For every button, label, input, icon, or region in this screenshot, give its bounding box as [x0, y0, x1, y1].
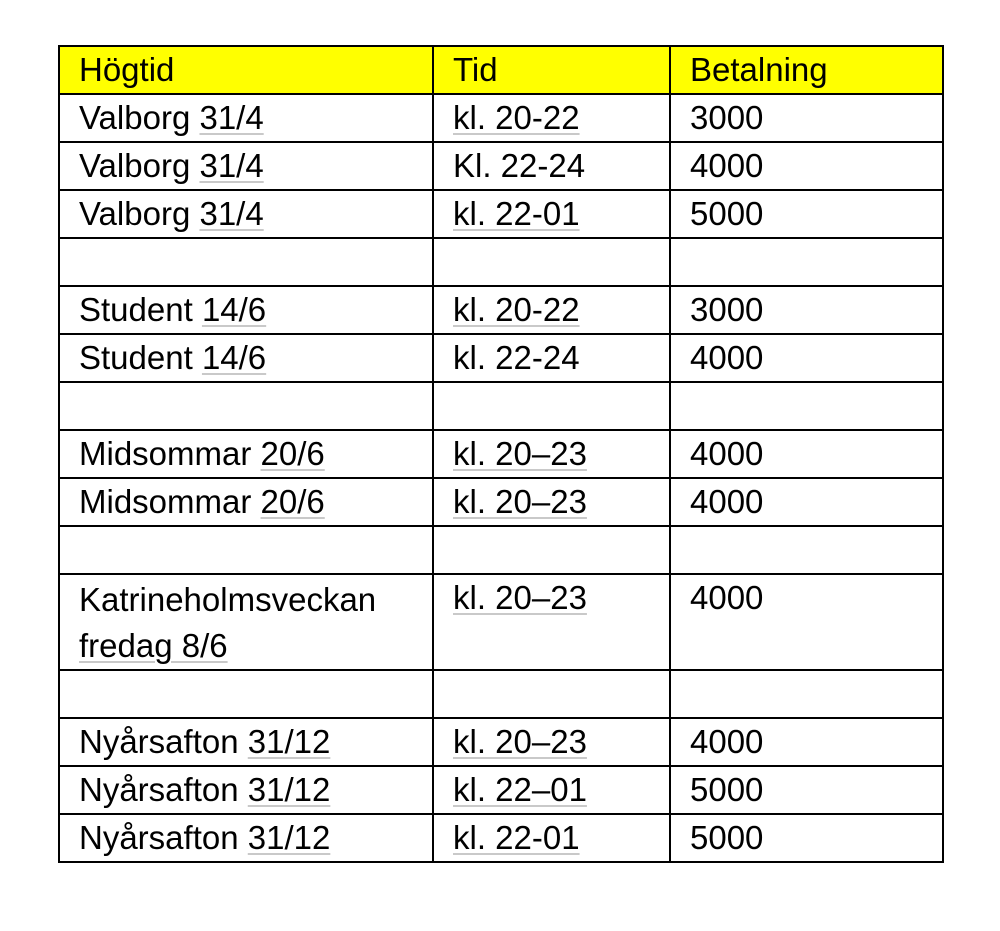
event-date: 31/12 — [247, 819, 331, 856]
cell-hogtid — [59, 526, 433, 574]
cell-tid — [433, 142, 670, 190]
event-name: Student — [79, 339, 193, 376]
time-value: kl. 20–23 — [453, 723, 587, 760]
time-value: kl. 22-24 — [453, 339, 580, 376]
cell-betalning — [670, 334, 943, 382]
cell-tid — [433, 238, 670, 286]
time-value: kl. 20–23 — [453, 483, 587, 520]
payment-value: 5000 — [690, 819, 764, 856]
cell-betalning — [670, 430, 943, 478]
event-date: 31/12 — [247, 771, 331, 808]
cell-tid — [433, 670, 670, 718]
event-date: 14/6 — [201, 291, 267, 328]
header-hogtid: Högtid — [59, 46, 433, 94]
cell-betalning — [670, 718, 943, 766]
event-name: Katrineholmsveckan — [79, 581, 377, 618]
event-date: 31/4 — [199, 147, 264, 184]
payment-value: 5000 — [690, 195, 764, 232]
time-value: kl. 22-01 — [453, 195, 580, 232]
event-date: 20/6 — [260, 483, 325, 520]
cell-betalning — [670, 190, 943, 238]
cell-tid — [433, 478, 670, 526]
payment-value: 4000 — [690, 147, 764, 184]
time-value: kl. 20–23 — [453, 579, 587, 616]
table-row — [59, 478, 943, 526]
time-value: kl. 22-01 — [453, 819, 580, 856]
table-row — [59, 142, 943, 190]
table-row — [59, 430, 943, 478]
cell-tid — [433, 430, 670, 478]
cell-tid — [433, 382, 670, 430]
event-date: 31/4 — [199, 195, 264, 232]
payment-value: 3000 — [690, 291, 764, 328]
table-row — [59, 814, 943, 862]
cell-tid — [433, 718, 670, 766]
payment-value: 5000 — [690, 771, 764, 808]
cell-betalning — [670, 766, 943, 814]
table-row — [59, 766, 943, 814]
event-name: Nyårsafton — [79, 771, 239, 808]
time-value: kl. 20–23 — [453, 435, 587, 472]
schedule-table — [58, 45, 944, 863]
time-value: kl. 20-22 — [453, 99, 580, 136]
cell-betalning — [670, 814, 943, 862]
cell-betalning — [670, 94, 943, 142]
event-name: Valborg — [79, 99, 191, 136]
payment-value: 4000 — [690, 339, 764, 376]
payment-value: 4000 — [690, 579, 764, 616]
event-name: Valborg — [79, 195, 191, 232]
cell-tid — [433, 814, 670, 862]
cell-hogtid — [59, 766, 433, 814]
cell-tid — [433, 190, 670, 238]
table-row — [59, 574, 943, 670]
time-value: kl. 20-22 — [453, 291, 580, 328]
cell-hogtid — [59, 334, 433, 382]
payment-value: 4000 — [690, 483, 764, 520]
cell-hogtid — [59, 718, 433, 766]
cell-hogtid — [59, 574, 433, 670]
time-value: kl. 22–01 — [453, 771, 587, 808]
cell-hogtid — [59, 94, 433, 142]
header-betalning: Betalning — [670, 46, 943, 94]
cell-tid — [433, 574, 670, 670]
payment-value: 4000 — [690, 435, 764, 472]
cell-betalning — [670, 526, 943, 574]
event-name: Nyårsafton — [79, 723, 239, 760]
cell-tid — [433, 286, 670, 334]
event-date: 31/12 — [247, 723, 331, 760]
event-name: Student — [79, 291, 193, 328]
payment-value: 4000 — [690, 723, 764, 760]
table-row-empty — [59, 382, 943, 430]
event-name: Nyårsafton — [79, 819, 239, 856]
payment-value: 3000 — [690, 99, 764, 136]
cell-betalning — [670, 238, 943, 286]
cell-betalning — [670, 382, 943, 430]
header-row — [59, 46, 943, 94]
cell-betalning — [670, 670, 943, 718]
cell-hogtid — [59, 430, 433, 478]
event-date: fredag 8/6 — [79, 627, 228, 664]
cell-hogtid — [59, 478, 433, 526]
event-date: 31/4 — [199, 99, 264, 136]
cell-betalning — [670, 142, 943, 190]
table-row — [59, 286, 943, 334]
table-header — [59, 46, 943, 94]
table-row — [59, 94, 943, 142]
event-date: 20/6 — [260, 435, 325, 472]
cell-hogtid — [59, 670, 433, 718]
table-row — [59, 334, 943, 382]
cell-hogtid — [59, 190, 433, 238]
event-name: Valborg — [79, 147, 191, 184]
cell-tid — [433, 526, 670, 574]
cell-hogtid — [59, 142, 433, 190]
event-name: Midsommar — [79, 435, 252, 472]
cell-hogtid — [59, 814, 433, 862]
table-body — [59, 94, 943, 862]
cell-betalning — [670, 286, 943, 334]
cell-hogtid — [59, 238, 433, 286]
table-row — [59, 718, 943, 766]
header-tid: Tid — [433, 46, 670, 94]
event-name: Midsommar — [79, 483, 252, 520]
cell-tid — [433, 334, 670, 382]
cell-betalning — [670, 574, 943, 670]
table-row-empty — [59, 670, 943, 718]
cell-hogtid — [59, 286, 433, 334]
cell-tid — [433, 94, 670, 142]
cell-hogtid — [59, 382, 433, 430]
table-row-empty — [59, 526, 943, 574]
cell-betalning — [670, 478, 943, 526]
time-value: Kl. 22-24 — [453, 147, 586, 184]
table-row — [59, 190, 943, 238]
cell-tid — [433, 766, 670, 814]
event-date: 14/6 — [201, 339, 267, 376]
table-row-empty — [59, 238, 943, 286]
